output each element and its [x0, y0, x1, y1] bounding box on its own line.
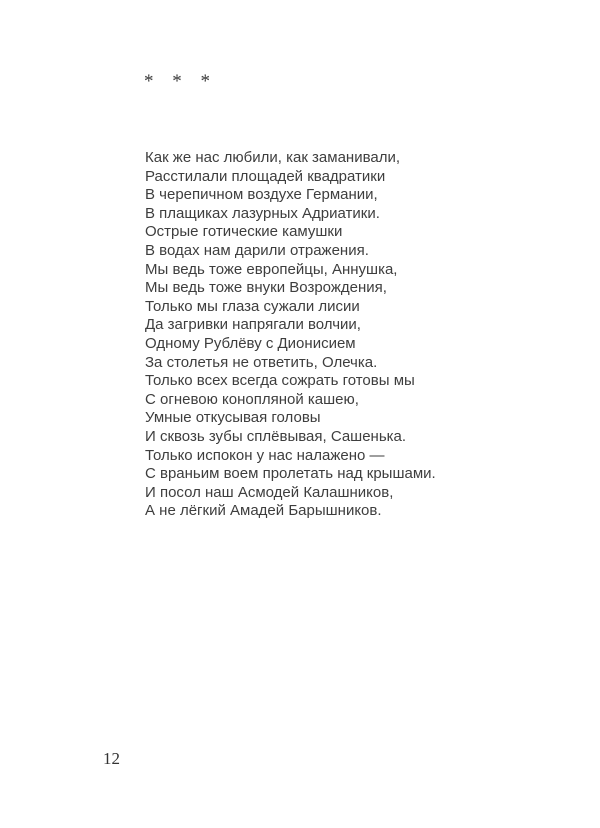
- poem-line: В плащиках лазурных Адриатики.: [145, 204, 380, 222]
- poem-line: С враньим воем пролетать над крышами.: [145, 465, 436, 483]
- poem-line: Мы ведь тоже европейцы, Аннушка,: [145, 260, 398, 278]
- poem-line: Умные откусывая головы: [145, 409, 321, 427]
- poem-line: Только мы глаза сужали лисии: [145, 297, 360, 315]
- poem-line: И сквозь зубы сплёвывая, Сашенька.: [145, 427, 407, 445]
- poem-line: Расстилали площадей квадратики: [145, 167, 386, 185]
- poem: [145, 149, 555, 521]
- section-divider-asterisks: * * *: [144, 71, 210, 92]
- page-number: 12: [103, 749, 120, 768]
- poem-line: Острые готические камушки: [145, 223, 343, 241]
- poem-line: Только испокон у нас налажено —: [145, 446, 385, 464]
- poem-line: Мы ведь тоже внуки Возрождения,: [145, 279, 387, 297]
- poem-line: Одному Рублёву с Дионисием: [145, 334, 356, 352]
- poem-line: А не лёгкий Амадей Барышников.: [145, 502, 382, 520]
- poem-line: С огневою конопляной кашею,: [145, 390, 359, 408]
- poem-line: Как же нас любили, как заманивали,: [145, 149, 401, 166]
- poem-line: Да загривки напрягали волчии,: [145, 316, 361, 334]
- poem-line: Только всех всегда сожрать готовы мы: [145, 372, 415, 390]
- poem-line: В черепичном воздухе Германии,: [145, 186, 378, 204]
- poem-line: И посол наш Асмодей Калашников,: [145, 483, 394, 501]
- poem-line: За столетья не ответить, Олечка.: [145, 353, 378, 371]
- poem-line: В водах нам дарили отражения.: [145, 241, 369, 259]
